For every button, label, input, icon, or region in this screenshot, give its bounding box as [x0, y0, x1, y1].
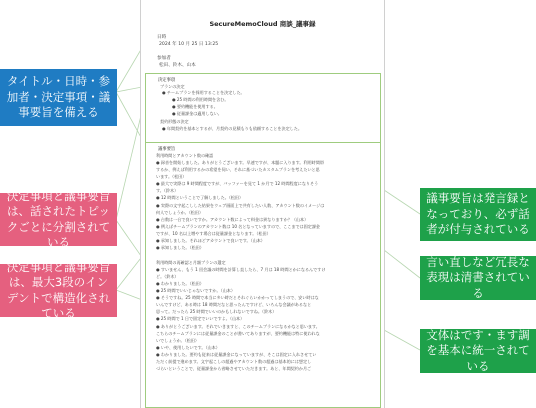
summary-line: ● 台数は一台で良いですか。アカウント数によって料金は異なりますか？（山本）: [156, 217, 309, 222]
summary-line: ● 例えばチームプランのアカウント数は 10 名となっていますので、ここまでは固定課金: [156, 224, 321, 229]
connector-line: [384, 330, 420, 350]
summary-line: す。（鈴木）: [156, 188, 179, 193]
summary-label: 議事要旨: [158, 147, 176, 152]
summary-line: ● 録音を開始しました。ありがとうございます。早速ですが、本題に入ります。利用時間帯: [156, 160, 324, 165]
summary-line: づらいということで、従量課金から省略させていただきます。あと、年間契約か月ご: [156, 366, 312, 371]
participants-label: 参加者: [157, 56, 171, 61]
callout-indent-levels: 決定事項と議事要旨は、最大3段のインデントで構造化されている: [0, 264, 117, 317]
summary-section: [145, 142, 381, 408]
callout-topic-split: 決定事項と議事要旨は、話されたトピックごとに分割されている: [0, 193, 117, 246]
summary-line: いんですけど、ある時は 18 時間だなと思ったんですけど、いろんな会議があるなと: [156, 302, 312, 307]
callout-speaker-attribution: 議事要旨は発言録となっており、必ず話者が付与されている: [420, 188, 536, 241]
datetime-value: 2024 年 10 月 25 日 13:25: [159, 42, 219, 47]
callout-cleanup: 言い直しなど冗長な表現は清書されている: [420, 256, 536, 300]
document-title: SecureMemoCloud 商談_議事録: [209, 20, 316, 28]
callout-polite-style: 文体はです・ます調を基本に統一されている: [420, 329, 536, 373]
summary-line: ● 25 時間で 1 日で固定でいいですよ。（山本）: [156, 316, 245, 321]
decision-line: ● 従量課金は適用しない。: [172, 111, 222, 116]
summary-line: するか、例えば利用するかの希望を伺い、それに基づいたカスタムプランを考えたいと思: [156, 167, 320, 172]
summary-line: いでしょうか。（松田）: [156, 338, 199, 343]
summary-line: います。（松田）: [156, 174, 187, 179]
decision-line: 契約形態の決定: [160, 119, 189, 124]
summary-line: ● そうですね。25 時間で本当に多い時だとそれぐらいかかってしまうので、安い時はな: [156, 295, 319, 300]
summary-line: ● わかりました。要約も従来は従量課金になっていますが、そこは固定に入れさせてい: [156, 352, 317, 357]
summary-line: ● 12 時間ということで了解しました。（松田）: [156, 195, 244, 200]
decisions-section: [145, 73, 381, 143]
connector-line: [384, 190, 420, 214]
connector-line: [384, 250, 420, 278]
summary-line: ● 最大で実際は 9 時間程度ですが、バッファーを見て 1 か月で 12 時間程度になりそう: [156, 181, 319, 186]
summary-line: 利用時間とアカウント数の確認: [156, 153, 214, 158]
summary-line: こちらのチームプランには従量課金のことが書いてありますが、要約機能は特に使われな: [156, 331, 320, 336]
summary-line: ● 実際の文字起こしした結果をウェブ画面上で共有したい人数、アカウント数のイメージは: [156, 203, 325, 208]
decisions-label: 決定事項: [158, 78, 176, 83]
summary-line: ● ありがとうございます。それでいきますと、このチームプランになるかなと思います。: [156, 324, 320, 329]
summary-line: ど。（鈴木）: [156, 274, 179, 279]
summary-line: ● いや、使用したいです。（山本）: [156, 345, 220, 350]
summary-line: ですが、10 名以上増やす場合は従量課金となります。（松田）: [156, 231, 271, 236]
summary-line: ● すいません、もう 1 回会議の時間を計算し直したら、7 月は 18 時間とかになるんですけ: [156, 267, 326, 272]
summary-line: ● 承知しました。（松田）: [156, 245, 204, 250]
summary-line: 利用時間の再確認と月額プランの選定: [156, 260, 226, 265]
summary-line: 何人でしょうか。（松田）: [156, 210, 204, 215]
summary-line: ● 25 時間でいいじゃないですか。（山本）: [156, 288, 235, 293]
decision-line: プランの決定: [160, 84, 185, 89]
summary-line: ただく前提で進めます。文字起こしの超過やアカウント数の超過は基本的には想定し: [156, 359, 312, 364]
summary-line: ● わかりました。（松田）: [156, 281, 204, 286]
decision-line: ● 25 時間の利用時間を含む。: [172, 97, 229, 102]
summary-line: 思って。だったら 25 時間でいいのかもしれないですね。（鈴木）: [156, 309, 277, 314]
decision-line: ● チームプランを採用することを決定した。: [162, 90, 245, 95]
summary-line: ● 承知しました。それほどアカウントで良いです。（山本）: [156, 238, 265, 243]
decision-line: ● 要約機能を使用する。: [172, 104, 218, 109]
minutes-document: [140, 0, 385, 408]
datetime-label: 日時: [157, 35, 167, 40]
callout-structure: タイトル・日時・参加者・決定事項・議事要旨を備える: [0, 69, 117, 126]
decision-line: ● 年間契約を基本とするが、月契約の見積もりも依頼することを決定した。: [162, 126, 302, 131]
participants-value: 松田、鈴木、山本: [159, 63, 196, 68]
